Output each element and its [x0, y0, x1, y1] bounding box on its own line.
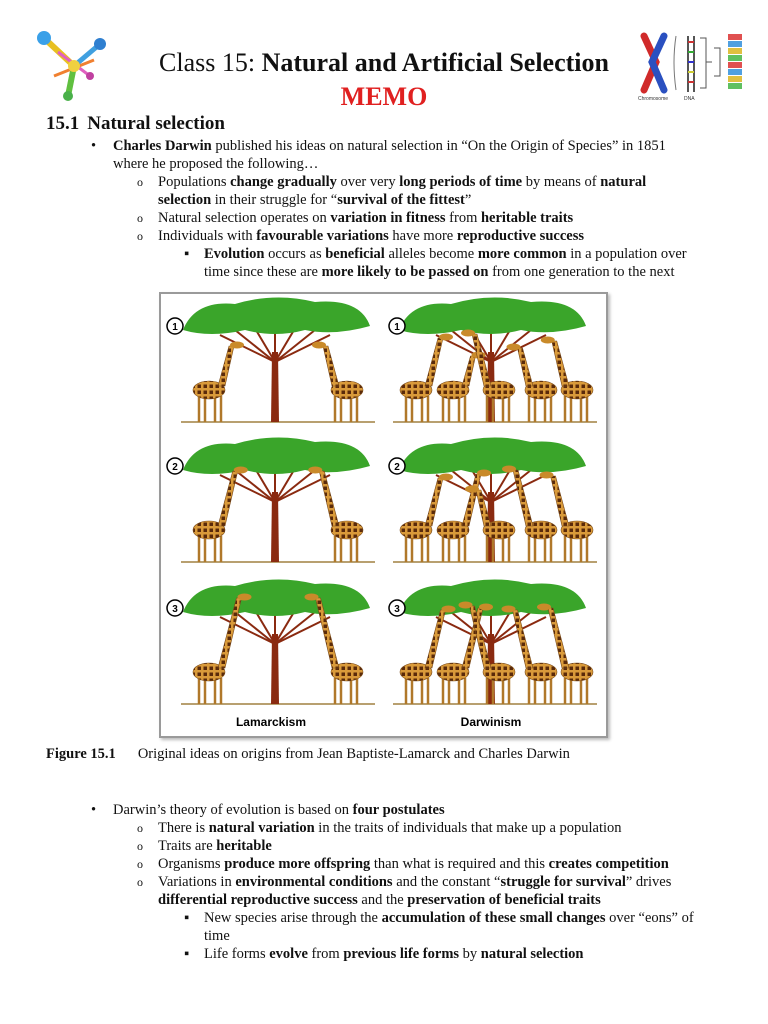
darwin-bullet-line2: where he proposed the following… [113, 156, 319, 172]
lamarckism-panel-3 [167, 579, 375, 704]
darwin-bullet [113, 137, 733, 155]
section-title: Natural selection [87, 113, 225, 134]
darwinism-label: Darwinism [460, 715, 522, 729]
step-number: 2 [394, 462, 400, 473]
step-number: 3 [394, 604, 400, 615]
darwin-bullet-text: published his ideas on natural selection in “On the Origin of Species” in 1851 [211, 138, 666, 154]
giraffe [540, 472, 594, 563]
darwinism-panel-1 [389, 297, 597, 422]
lamarckism-panel-2 [167, 437, 375, 562]
postulates-bullet: • Darwin’s theory of evolution is based on four postulates [113, 801, 445, 819]
postulate-environment-line2: differential reproductive success and the preservation of beneficial traits [158, 892, 601, 908]
title-prefix: Class 15: [159, 48, 262, 77]
step-number: 2 [172, 462, 178, 473]
giraffe [312, 342, 363, 423]
darwin-name: Charles Darwin [113, 138, 212, 154]
new-species-item: ▪ New species arise through the accumulation of these small changes over “eons” of [204, 909, 694, 927]
sub-item-favourable-variations: o Individuals with favourable variations have more reproductive success [158, 227, 584, 245]
giraffe [193, 467, 248, 563]
giraffe [400, 474, 453, 563]
postulate-heritable: o Traits are heritable [158, 837, 272, 855]
giraffe [400, 606, 456, 705]
sub-item-gradual-change: o Populations change gradually over very long periods of time by means of natural [158, 173, 718, 191]
figure-caption [46, 746, 570, 763]
giraffe [400, 334, 453, 423]
postulate-environment: o Variations in environmental conditions and the constant “struggle for survival” drives [158, 873, 671, 891]
postulate-natural-variation: o There is natural variation in the traits of individuals that make up a population [158, 819, 622, 837]
postulate-offspring: o Organisms produce more offspring than what is required and this creates competition [158, 855, 669, 873]
giraffe [193, 342, 244, 423]
section-heading [46, 113, 225, 135]
chromosome-label: Chromosome [638, 96, 669, 102]
subsub-item-evolution-line2: time since these are more likely to be passed on from one generation to the next [204, 264, 675, 280]
giraffe [507, 344, 558, 423]
giraffe [541, 337, 593, 423]
step-number: 1 [172, 322, 178, 333]
figure-caption-label: Figure 15.1 [46, 746, 116, 762]
life-forms-item: ▪ Life forms evolve from previous life forms by natural selection [204, 945, 584, 963]
lamarckism-panel-1 [167, 297, 375, 422]
sub-item-variation-fitness: o Natural selection operates on variation in fitness from heritable traits [158, 209, 573, 227]
lamarckism-label: Lamarckism [235, 715, 307, 729]
sub-item-gradual-change-line2: selection in their struggle for “survival of the fittest” [158, 192, 472, 208]
figure-caption-text: Original ideas on origins from Jean Baptiste-Lamarck and Charles Darwin [137, 746, 570, 762]
darwinism-panel-2 [389, 437, 597, 562]
title-main: Natural and Artificial Selection [261, 48, 609, 77]
darwinism-panel-3 [389, 579, 597, 704]
section-number: 15.1 [46, 113, 80, 134]
subsub-item-evolution: ▪ Evolution occurs as beneficial alleles become more common in a population over [204, 245, 724, 263]
new-species-item-line2: time [204, 928, 230, 944]
dna-label: DNA [684, 96, 695, 102]
page-title [0, 48, 768, 78]
lamarck-darwin-figure [159, 292, 608, 738]
step-number: 1 [394, 322, 400, 333]
memo-subtitle: MEMO [340, 82, 428, 111]
figure-illustration [161, 294, 606, 736]
step-number: 3 [172, 604, 178, 615]
